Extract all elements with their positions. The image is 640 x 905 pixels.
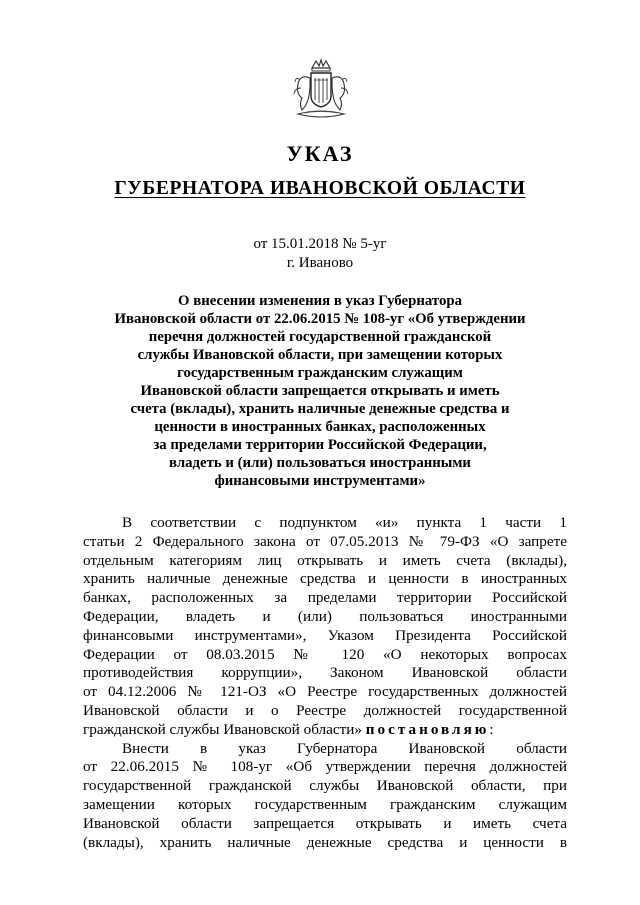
- document-date: от 15.01.2018 № 5-уг: [253, 236, 387, 252]
- heading-line: перечня должностей государственной гражданской: [148, 329, 492, 345]
- heading-line: ценности в иностранных банках, расположенных: [154, 419, 486, 435]
- body-line: отдельным категориям лиц открывать и иметь счета (вклады),: [83, 551, 567, 569]
- coat-of-arms-ivanovo-icon: [290, 58, 352, 124]
- body-line: от 04.12.2006 № 121-ОЗ «О Реестре государственных должностей: [83, 683, 567, 701]
- document-subtitle: [0, 178, 640, 200]
- body-line: Ивановской области и о Реестре должностей государственной: [83, 701, 567, 719]
- document-city: г. Иваново: [286, 255, 354, 271]
- heading-line: государственным гражданским служащим: [177, 365, 463, 381]
- heading-line: счета (вклады), хранить наличные денежные средства и: [130, 401, 510, 417]
- body-line: хранить наличные денежные средства и ценности в иностранных: [83, 570, 567, 588]
- decree-word: постановляю: [365, 720, 490, 738]
- heading-line: службы Ивановской области, при замещении которых: [137, 347, 503, 363]
- document-body: [83, 514, 567, 852]
- heading-line: за пределами территории Российской Федерации,: [153, 437, 487, 453]
- heading-line: О внесении изменения в указ Губернатора: [178, 293, 462, 309]
- body-line: Ивановской области запрещается открывать и иметь счета: [83, 814, 567, 832]
- heading-line: Ивановской области от 22.06.2015 № 108-уг «Об утверждении: [114, 311, 526, 327]
- body-line: Внести в указ Губернатора Ивановской области: [122, 739, 567, 757]
- body-line: банках, расположенных за пределами территории Российской: [83, 589, 567, 607]
- body-line: статьи 2 Федерального закона от 07.05.2013 № 79-ФЗ «О запрете: [83, 532, 567, 550]
- document-subtitle-text: ГУБЕРНАТОРА ИВАНОВСКОЙ ОБЛАСТИ: [114, 178, 526, 199]
- body-line: Федерации, владеть и (или) пользоваться иностранными: [83, 607, 567, 625]
- body-line: (вклады), хранить наличные денежные средства и ценности в: [83, 833, 567, 851]
- body-line: замещении которых государственным гражданским служащим: [83, 795, 567, 813]
- body-line: В соответствии с подпунктом «и» пункта 1 части 1: [122, 514, 567, 531]
- body-line-decree: [83, 721, 567, 740]
- body-line: государственной гражданской службы Ивановской области, при: [83, 777, 567, 795]
- decree-colon: :: [489, 720, 494, 738]
- body-line: гражданской службы Ивановской области»: [83, 720, 362, 738]
- body-line: финансовыми инструментами», Указом Президента Российской: [83, 626, 567, 644]
- body-line: противодействия коррупции», Законом Ивановской области: [83, 664, 567, 682]
- heading-line: Ивановской области запрещается открывать и иметь: [140, 383, 500, 399]
- body-line: Федерации от 08.03.2015 № 120 «О некоторых вопросах: [83, 645, 567, 663]
- document-title: УКАЗ: [286, 141, 354, 166]
- heading-line: финансовыми инструментами»: [214, 473, 426, 489]
- document-heading: [60, 292, 580, 490]
- heading-line: владеть и (или) пользоваться иностранными: [169, 455, 471, 471]
- body-line: от 22.06.2015 № 108-уг «Об утверждении перечня должностей: [83, 758, 567, 776]
